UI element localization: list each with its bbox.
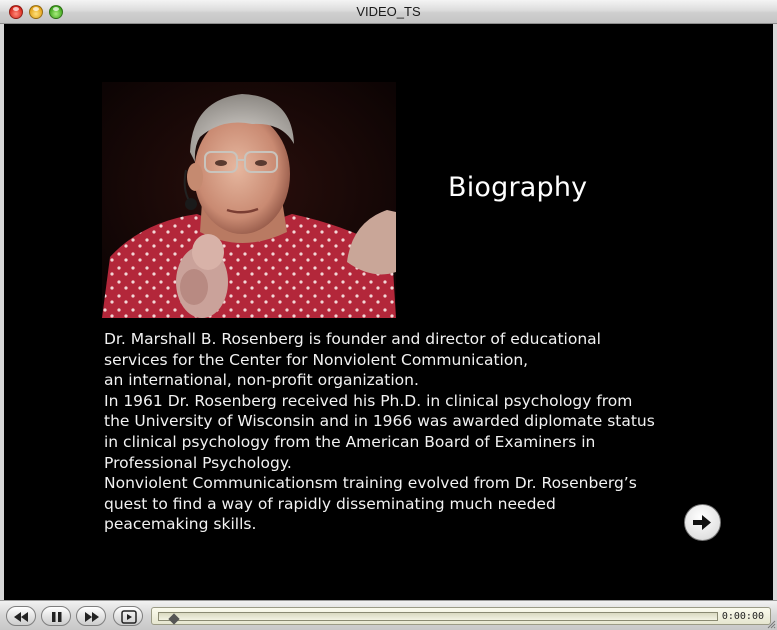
portrait-image xyxy=(102,82,396,318)
video-area[interactable] xyxy=(4,24,773,600)
timeline-track xyxy=(151,607,771,625)
bio-line: an international, non-profit organization. xyxy=(104,371,419,390)
biography-photo xyxy=(102,82,396,318)
playback-controller xyxy=(0,600,777,630)
time-readout: 0:00:00 xyxy=(721,611,764,622)
window-title: VIDEO_TS xyxy=(356,4,421,19)
biography-text xyxy=(104,329,704,535)
play-menu-button[interactable] xyxy=(113,606,143,626)
scrubber-bar[interactable] xyxy=(158,612,718,621)
arrow-right-icon xyxy=(685,505,720,540)
play-menu-icon xyxy=(114,607,144,627)
rewind-button[interactable] xyxy=(6,606,36,626)
bio-line: peacemaking skills. xyxy=(104,515,257,534)
next-button[interactable] xyxy=(684,504,721,541)
bio-line: Professional Psychology. xyxy=(104,453,292,472)
rewind-icon xyxy=(7,607,37,627)
biography-heading: Biography xyxy=(448,172,588,203)
bio-line: quest to find a way of rapidly disseminating much needed xyxy=(104,494,556,513)
fast-forward-button[interactable] xyxy=(76,606,106,626)
pause-button[interactable] xyxy=(41,606,71,626)
bio-line: In 1961 Dr. Rosenberg received his Ph.D. in clinical psychology from xyxy=(104,391,633,410)
bio-line: services for the Center for Nonviolent Communication, xyxy=(104,350,529,369)
pause-icon xyxy=(42,607,72,627)
title-bar[interactable] xyxy=(0,0,777,24)
resize-grip-icon[interactable] xyxy=(766,619,776,629)
playhead-handle[interactable] xyxy=(168,613,179,624)
fast-forward-icon xyxy=(77,607,107,627)
bio-line: Nonviolent Communicationsm training evolved from Dr. Rosenberg’s xyxy=(104,474,637,493)
bio-line: Dr. Marshall B. Rosenberg is founder and director of educational xyxy=(104,330,601,348)
bio-line: the University of Wisconsin and in 1966 was awarded diplomate status xyxy=(104,412,655,431)
bio-line: in clinical psychology from the American Board of Examiners in xyxy=(104,432,596,451)
